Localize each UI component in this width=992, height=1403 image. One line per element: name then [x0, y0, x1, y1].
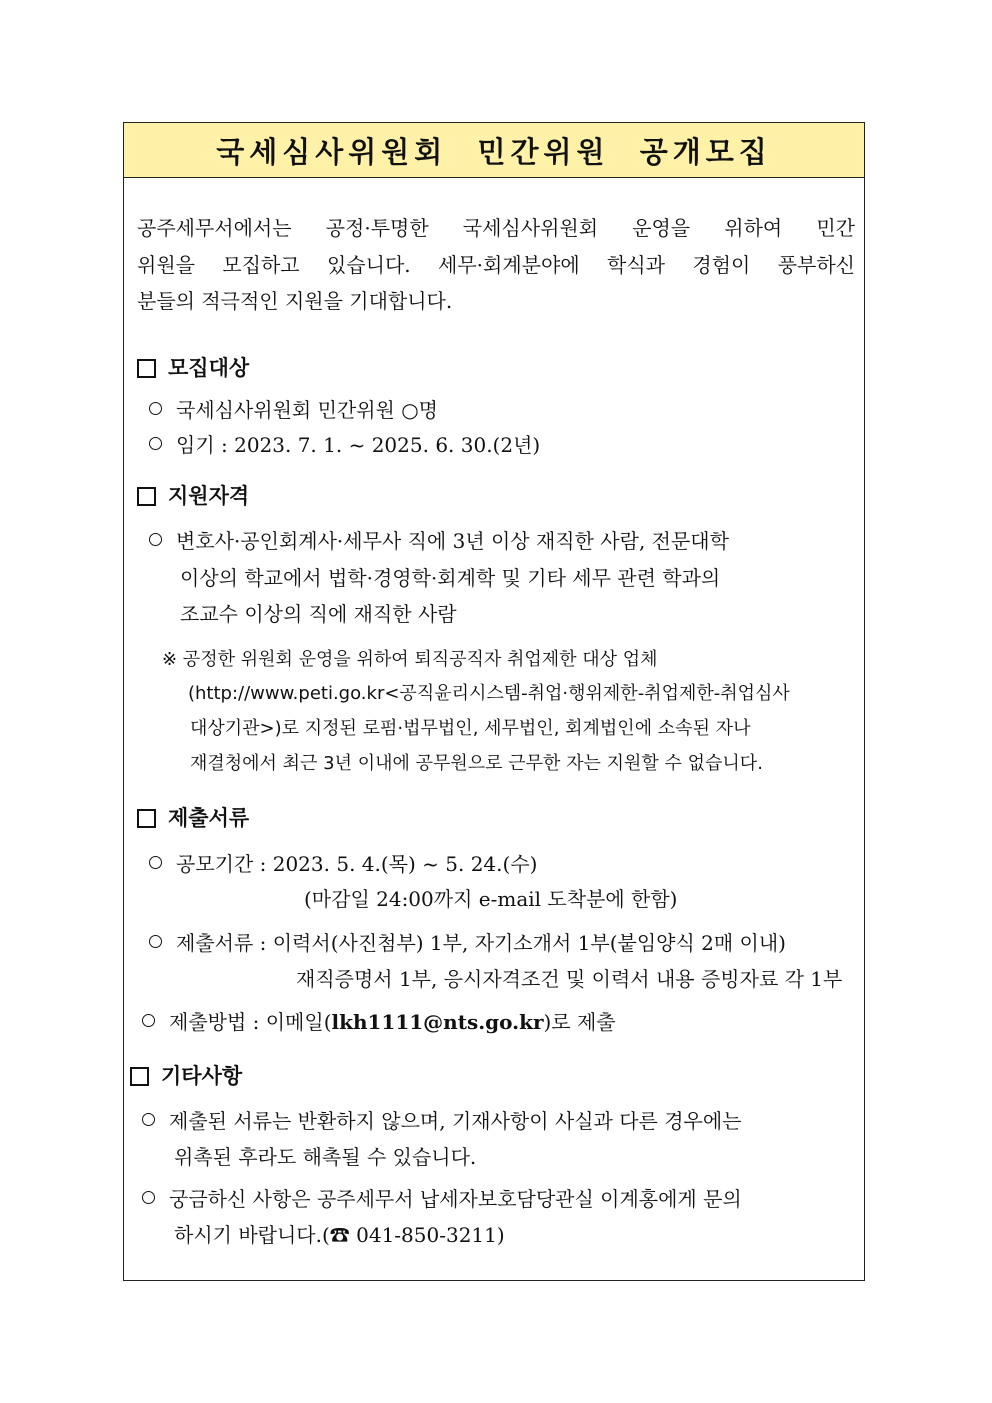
title-band — [124, 123, 864, 178]
list-item — [142, 1108, 742, 1134]
circle-bullet-icon — [142, 1014, 155, 1027]
list-item-text: 제출된 서류는 반환하지 않으며, 기재사항이 사실과 다른 경우에는 — [169, 1109, 742, 1133]
notice-box — [123, 122, 865, 1281]
circle-bullet-icon — [149, 935, 162, 948]
note-line: (http://www.peti.go.kr<공직윤리시스템-취업·행위제한-취업제한-취업심사 — [188, 683, 790, 704]
list-item-text: )로 제출 — [543, 1010, 616, 1034]
circle-bullet-icon — [149, 533, 162, 546]
list-item — [149, 528, 729, 554]
list-item-text: 변호사·공인회계사·세무사 직에 3년 이상 재직한 사람, 전문대학 — [176, 529, 729, 553]
circle-bullet-icon — [142, 1191, 155, 1204]
circle-bullet-icon — [149, 437, 162, 450]
circle-bullet-icon — [149, 402, 162, 415]
note-line: ※ 공정한 위원회 운영을 위하여 퇴직공직자 취업제한 대상 업체 — [162, 649, 658, 670]
section-label: 제출서류 — [168, 805, 250, 830]
list-item-text: 국세심사위원회 민간위원 ○명 — [176, 398, 439, 422]
intro-line: 분들의 적극적인 지원을 기대합니다. — [137, 289, 453, 313]
section-label: 지원자격 — [168, 483, 250, 508]
intro-line: 위원을 모집하고 있습니다. 세무·회계분야에 학식과 경험이 풍부하신 — [137, 253, 855, 277]
list-item-text: 재직증명서 1부, 응시자격조건 및 이력서 내용 증빙자료 각 1부 — [296, 967, 843, 991]
intro-line: 공주세무서에서는 공정·투명한 국세심사위원회 운영을 위하여 민간 — [137, 216, 855, 240]
section-heading-qualification — [137, 483, 249, 509]
list-item-text: 조교수 이상의 직에 재직한 사람 — [180, 602, 457, 626]
email-link[interactable]: lkh1111@nts.go.kr — [331, 1010, 544, 1034]
list-item — [149, 397, 438, 423]
checkbox-icon — [137, 359, 156, 378]
section-label: 기타사항 — [161, 1063, 243, 1088]
checkbox-icon — [137, 809, 156, 828]
list-item — [142, 1009, 616, 1035]
note-line: 재결청에서 최근 3년 이내에 공무원으로 근무한 자는 지원할 수 없습니다. — [190, 753, 763, 774]
list-item — [149, 851, 537, 877]
checkbox-icon — [137, 487, 156, 506]
list-item — [149, 432, 540, 458]
checkbox-icon — [130, 1067, 149, 1086]
list-item-text: 제출서류 : 이력서(사진첨부) 1부, 자기소개서 1부(붙임양식 2매 이내) — [176, 931, 786, 955]
page-title: 국세심사위원회 민간위원 공개모집 — [216, 134, 772, 169]
circle-bullet-icon — [142, 1113, 155, 1126]
section-heading-etc — [130, 1063, 242, 1089]
list-item-text: 하시기 바랍니다.(☎ 041-850-3211) — [174, 1223, 505, 1247]
list-item-text: 공모기간 : 2023. 5. 4.(목) ~ 5. 24.(수) — [176, 852, 538, 876]
list-item — [149, 930, 786, 956]
section-heading-target — [137, 355, 249, 381]
section-label: 모집대상 — [168, 355, 250, 380]
circle-bullet-icon — [149, 856, 162, 869]
list-item-text: 제출방법 : 이메일( — [169, 1010, 332, 1034]
list-item-text: 임기 : 2023. 7. 1. ~ 2025. 6. 30.(2년) — [176, 433, 541, 457]
note-line: 대상기관>)로 지정된 로펌·법무법인, 세무법인, 회계법인에 소속된 자나 — [190, 718, 751, 739]
list-item-text: 궁금하신 사항은 공주세무서 납세자보호담당관실 이계홍에게 문의 — [169, 1187, 742, 1211]
list-item-text: 이상의 학교에서 법학·경영학·회계학 및 기타 세무 관련 학과의 — [180, 566, 721, 590]
section-heading-documents — [137, 805, 249, 831]
list-item — [142, 1186, 742, 1212]
list-item-text: 위촉된 후라도 해촉될 수 있습니다. — [174, 1145, 477, 1169]
period-note: (마감일 24:00까지 e-mail 도착분에 한함) — [304, 887, 678, 911]
